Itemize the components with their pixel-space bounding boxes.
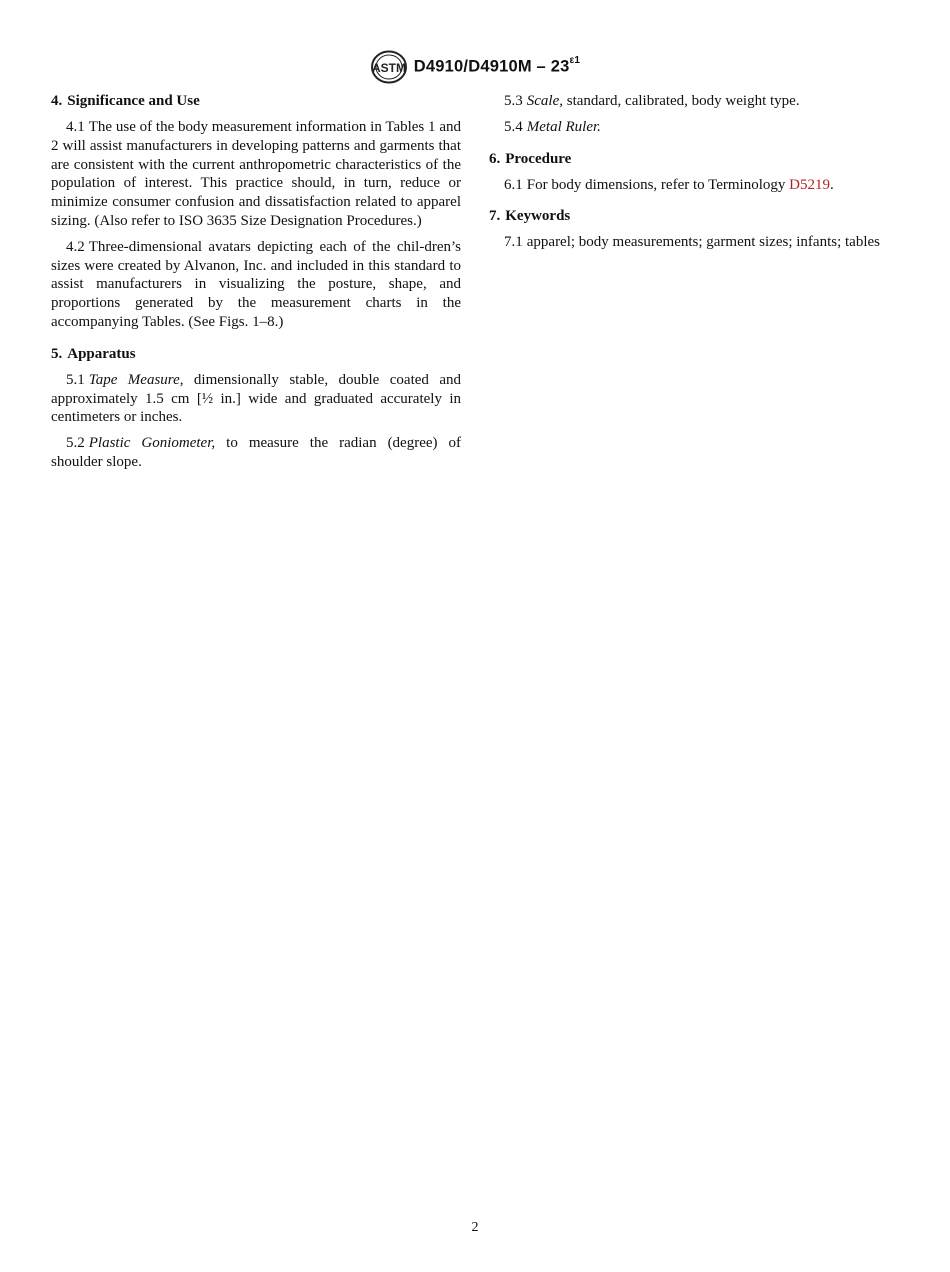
section-6-heading: 6. Procedure	[489, 150, 572, 167]
right-column	[489, 92, 899, 259]
page-header	[0, 50, 950, 84]
page-number: 2	[471, 1220, 479, 1235]
section-5-heading: 5. Apparatus	[51, 345, 136, 362]
paragraph-4-2: 4.2 Three-dimensional avatars depicting each of the chil-dren’s sizes were created by Alvanon, Inc. and included in this standard to assist manufacturers in visualizing the posture, shape, and proportions generated by the measurement charts in the accompanying Tables. (See Figs. 1–8.)	[51, 238, 461, 330]
section-4-heading: 4. Significance and Use	[51, 93, 200, 109]
astm-logo	[370, 50, 408, 84]
left-column	[51, 92, 461, 479]
paragraph-6-1: 6.1 For body dimensions, refer to Terminology D5219.	[504, 176, 834, 193]
paragraph-5-3: 5.3 Scale, standard, calibrated, body weight type.	[504, 93, 800, 109]
paragraph-7-1: 7.1 apparel; body measurements; garment sizes; infants; tables	[504, 234, 880, 251]
section-7-heading: 7. Keywords	[489, 208, 571, 225]
paragraph-5-1: 5.1 Tape Measure, dimensionally stable, double coated and approximately 1.5 cm [½ in.] wide and graduated accurately in centimeters or inches.	[51, 371, 461, 426]
paragraph-5-4: 5.4 Metal Ruler.	[504, 118, 601, 135]
d5219-link[interactable]: D5219	[789, 176, 830, 193]
paragraph-5-2: 5.2 Plastic Goniometer, to measure the radian (degree) of shoulder slope.	[51, 435, 462, 470]
svg-text:ASTM: ASTM	[371, 61, 406, 75]
paragraph-4-1: 4.1 The use of the body measurement information in Tables 1 and 2 will assist manufacturers in developing patterns and garments that are consistent with the current anthropometric characteristics of the population of interest. This practice should, in turn, reduce or minimize consumer confusion and dissatisfaction related to apparel sizing. (Also refer to ISO 3635 Size Designation Procedures.)	[51, 119, 461, 229]
document-designation: $D4910/D4910M - 23^{\varepsilon 1}$	[413, 55, 581, 76]
